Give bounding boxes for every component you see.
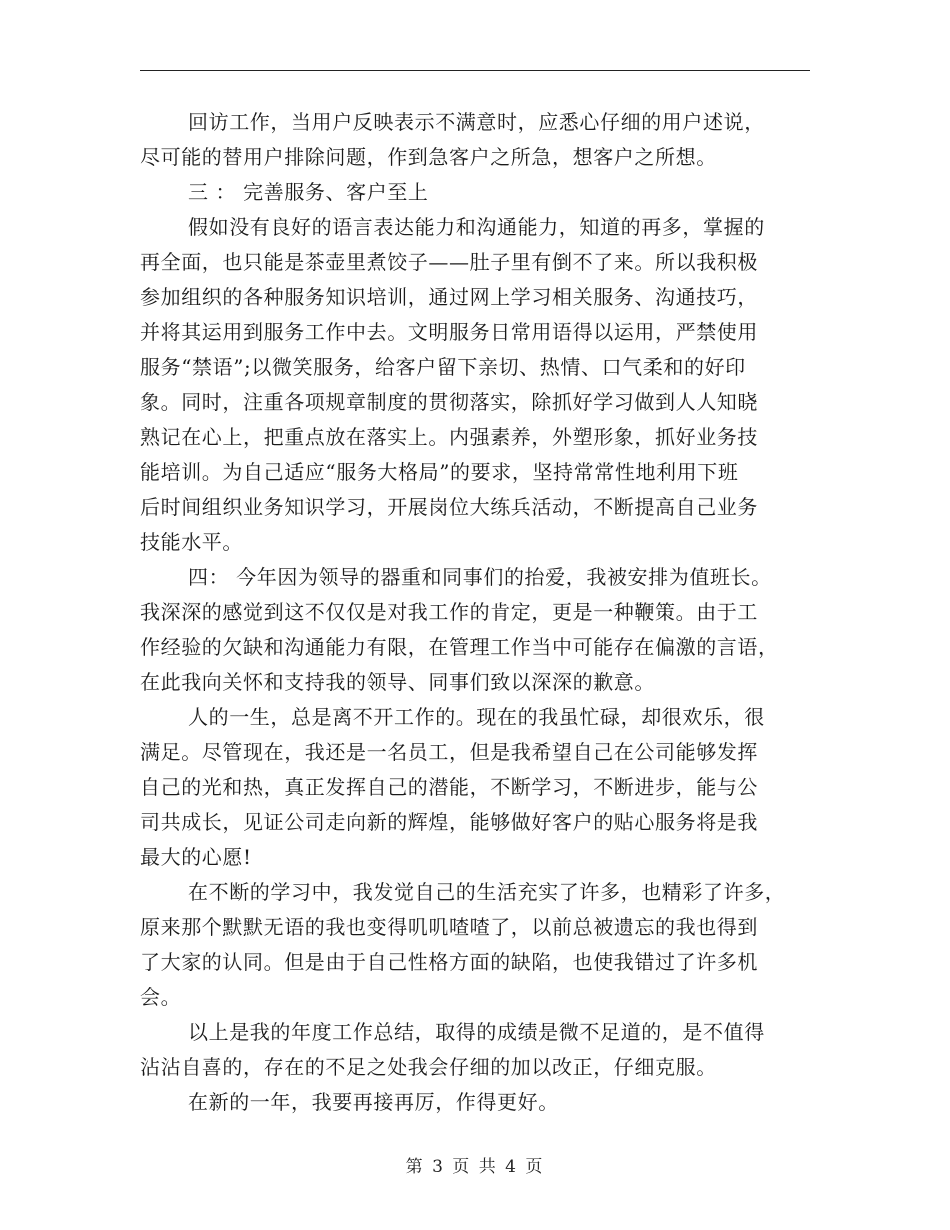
text-line: 并将其运用到服务工作中去。文明服务日常用语得以运用，严禁使用 [140,320,758,344]
text-line: 沾沾自喜的，存在的不足之处我会仔细的加以改正，仔细克服。 [140,1055,717,1079]
section-heading: 三 ： 完善服务、客户至上 [188,180,429,204]
text-line: 参加组织的各种服务知识培训，通过网上学习相关服务、沟通技巧， [140,285,758,309]
text-line: 满足。尽管现在，我还是一名员工，但是我希望自己在公司能够发挥 [140,740,758,764]
text-line: 服务“禁语”;以微笑服务，给客户留下亲切、热情、口气柔和的好印 [140,355,746,379]
text-line: 最大的心愿! [140,845,252,869]
section-heading: 四： 今年因为领导的器重和同事们的抬爱，我被安排为值班长。 [188,565,772,589]
text-line: 象。同时，注重各项规章制度的贯彻落实，除抓好学习做到人人知晓 [140,390,758,414]
text-line: 再全面，也只能是茶壶里煮饺子——肚子里有倒不了来。所以我积极 [140,250,758,274]
text-line: 作经验的欠缺和沟通能力有限，在管理工作当中可能存在偏激的言语， [140,635,779,659]
text-line: 会。 [140,985,182,1009]
text-line: 后时间组织业务知识学习，开展岗位大练兵活动，不断提高自己业务 [140,495,758,519]
text-line: 了大家的认同。但是由于自己性格方面的缺陷，也使我错过了许多机 [140,950,758,974]
header-rule [140,70,810,71]
text-line: 在此我向关怀和支持我的领导、同事们致以深深的歉意。 [140,670,655,694]
text-line: 在新的一年，我要再接再厉，作得更好。 [188,1090,559,1114]
text-line: 技能水平。 [140,530,243,554]
text-line: 司共成长，见证公司走向新的辉煌，能够做好客户的贴心服务将是我 [140,810,758,834]
text-line: 自己的光和热，真正发挥自己的潜能，不断学习，不断进步，能与公 [140,775,758,799]
text-line: 人的一生，总是离不开工作的。现在的我虽忙碌，却很欢乐，很 [188,705,765,729]
page-number-footer: 第 3 页 共 4 页 [405,1157,545,1177]
text-line: 以上是我的年度工作总结，取得的成绩是微不足道的，是不值得 [188,1020,765,1044]
text-line: 尽可能的替用户排除问题，作到急客户之所急，想客户之所想。 [140,145,717,169]
text-line: 回访工作，当用户反映表示不满意时，应悉心仔细的用户述说， [188,110,765,134]
text-line: 在不断的学习中，我发觉自己的生活充实了许多，也精彩了许多， [188,880,786,904]
text-line: 熟记在心上，把重点放在落实上。内强素养，外塑形象，抓好业务技 [140,425,758,449]
document-body [140,105,810,1120]
text-line: 原来那个默默无语的我也变得叽叽喳喳了，以前总被遗忘的我也得到 [140,915,758,939]
text-line: 假如没有良好的语言表达能力和沟通能力，知道的再多，掌握的 [188,215,765,239]
text-line: 能培训。为自己适应“服务大格局”的要求，坚持常常性地利用下班 [140,460,739,484]
text-line: 我深深的感觉到这不仅仅是对我工作的肯定，更是一种鞭策。由于工 [140,600,758,624]
